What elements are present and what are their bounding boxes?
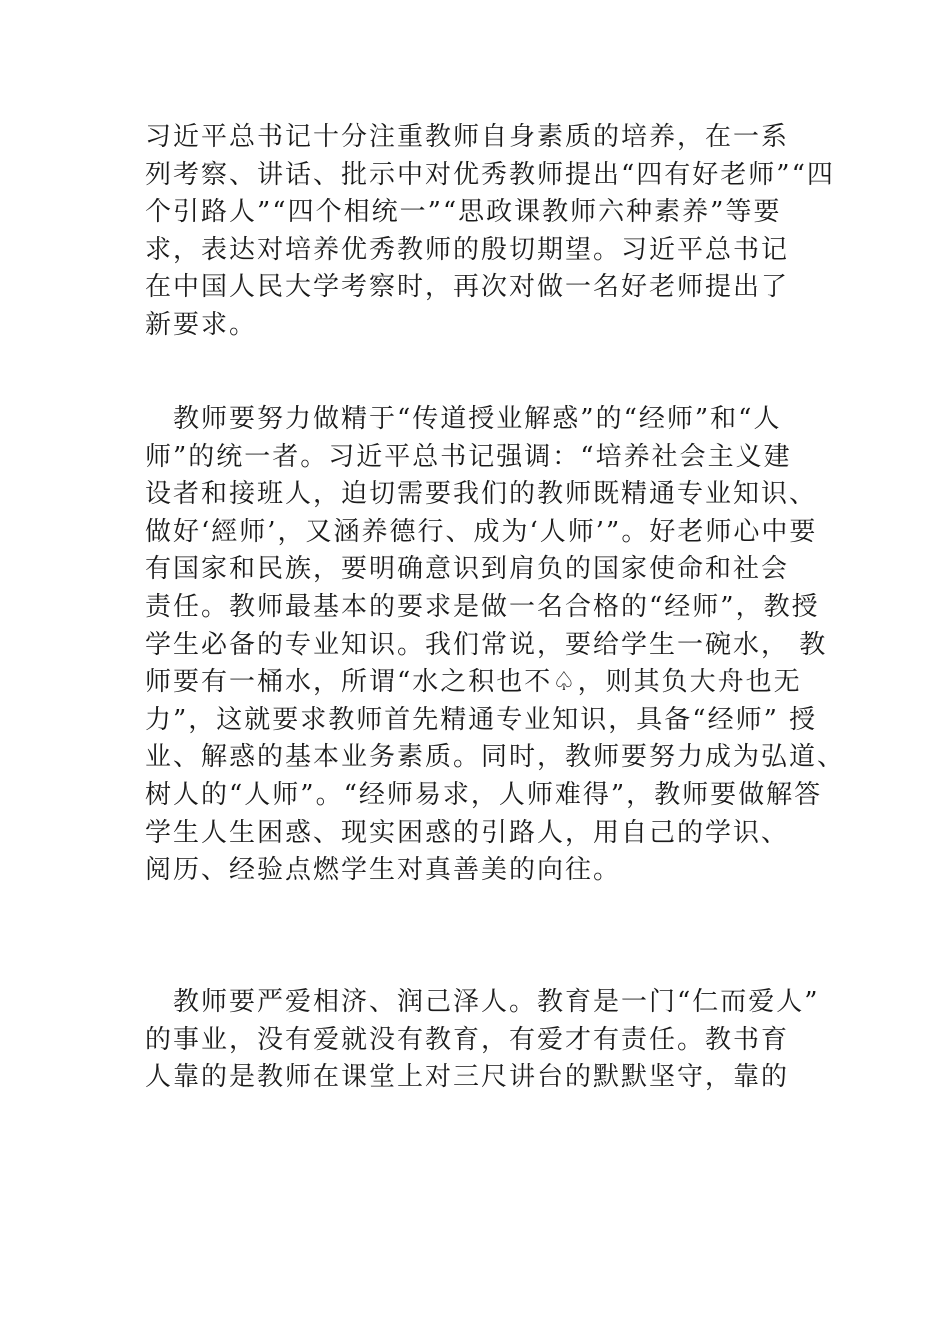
paragraph-line: 设者和接班人，迫切需要我们的教师既精通专业知识、 (145, 479, 818, 510)
paragraph-line: 人靠的是教师在课堂上对三尺讲台的默默坚守，靠的 (145, 1062, 790, 1093)
paragraph-line: 有国家和民族，要明确意识到肩负的国家使命和社会 (145, 554, 790, 585)
paragraph-line: 列考察、讲话、批示中对优秀教师提出“四有好老师”“四 (145, 159, 835, 190)
paragraph-1 (145, 120, 845, 346)
paragraph-line: 学生必备的专业知识。我们常说，要给学生一碗水， 教 (145, 629, 828, 660)
paragraph-line: 教师要严爱相济、润己泽人。教育是一门“仁而爱人” (145, 987, 820, 1017)
paragraph-line: 责任。教师最基本的要求是做一名合格的“经师”，教授 (145, 591, 820, 622)
paragraph-line: 树人的“人师”。“经师易求，人师难得”，教师要做解答 (145, 779, 823, 810)
paragraph-line: 的事业，没有爱就没有教育，有爱才有责任。教书育 (145, 1024, 790, 1055)
paragraph-line: 习近平总书记十分注重教师自身素质的培养，在一系 (145, 122, 790, 152)
paragraph-line: 在中国人民大学考察时，再次对做一名好老师提出了 (145, 272, 790, 303)
paragraph-line: 学生人生困惑、现实困惑的引路人，用自己的学识、 (145, 817, 790, 848)
paragraph-line: 教师要努力做精于“传道授业解惑”的“经师”和“人 (145, 404, 782, 434)
paragraph-line: 业、解惑的基本业务素质。同时，教师要努力成为弘道、 (145, 742, 846, 773)
paragraph-3 (145, 985, 845, 1098)
paragraph-line: 新要求。 (145, 309, 258, 340)
paragraph-2 (145, 402, 845, 891)
paragraph-line: 师”的统一者。习近平总书记强调：“培养社会主义建 (145, 441, 792, 472)
paragraph-line: 师要有一桶水，所谓“水之积也不♤，则其负大舟也无 (145, 667, 802, 698)
paragraph-line: 阅历、经验点燃学生对真善美的向往。 (145, 855, 622, 886)
paragraph-line: 力”，这就要求教师首先精通专业知识，具备“经师” 授 (145, 704, 818, 735)
paragraph-line: 个引路人”“四个相统一”“思政课教师六种素养”等要 (145, 197, 782, 228)
paragraph-line: 做好‘經师’，又涵养德行、成为‘人师’”。好老师心中要 (145, 516, 818, 547)
paragraph-line: 求，表达对培养优秀教师的殷切期望。习近平总书记 (145, 234, 790, 265)
